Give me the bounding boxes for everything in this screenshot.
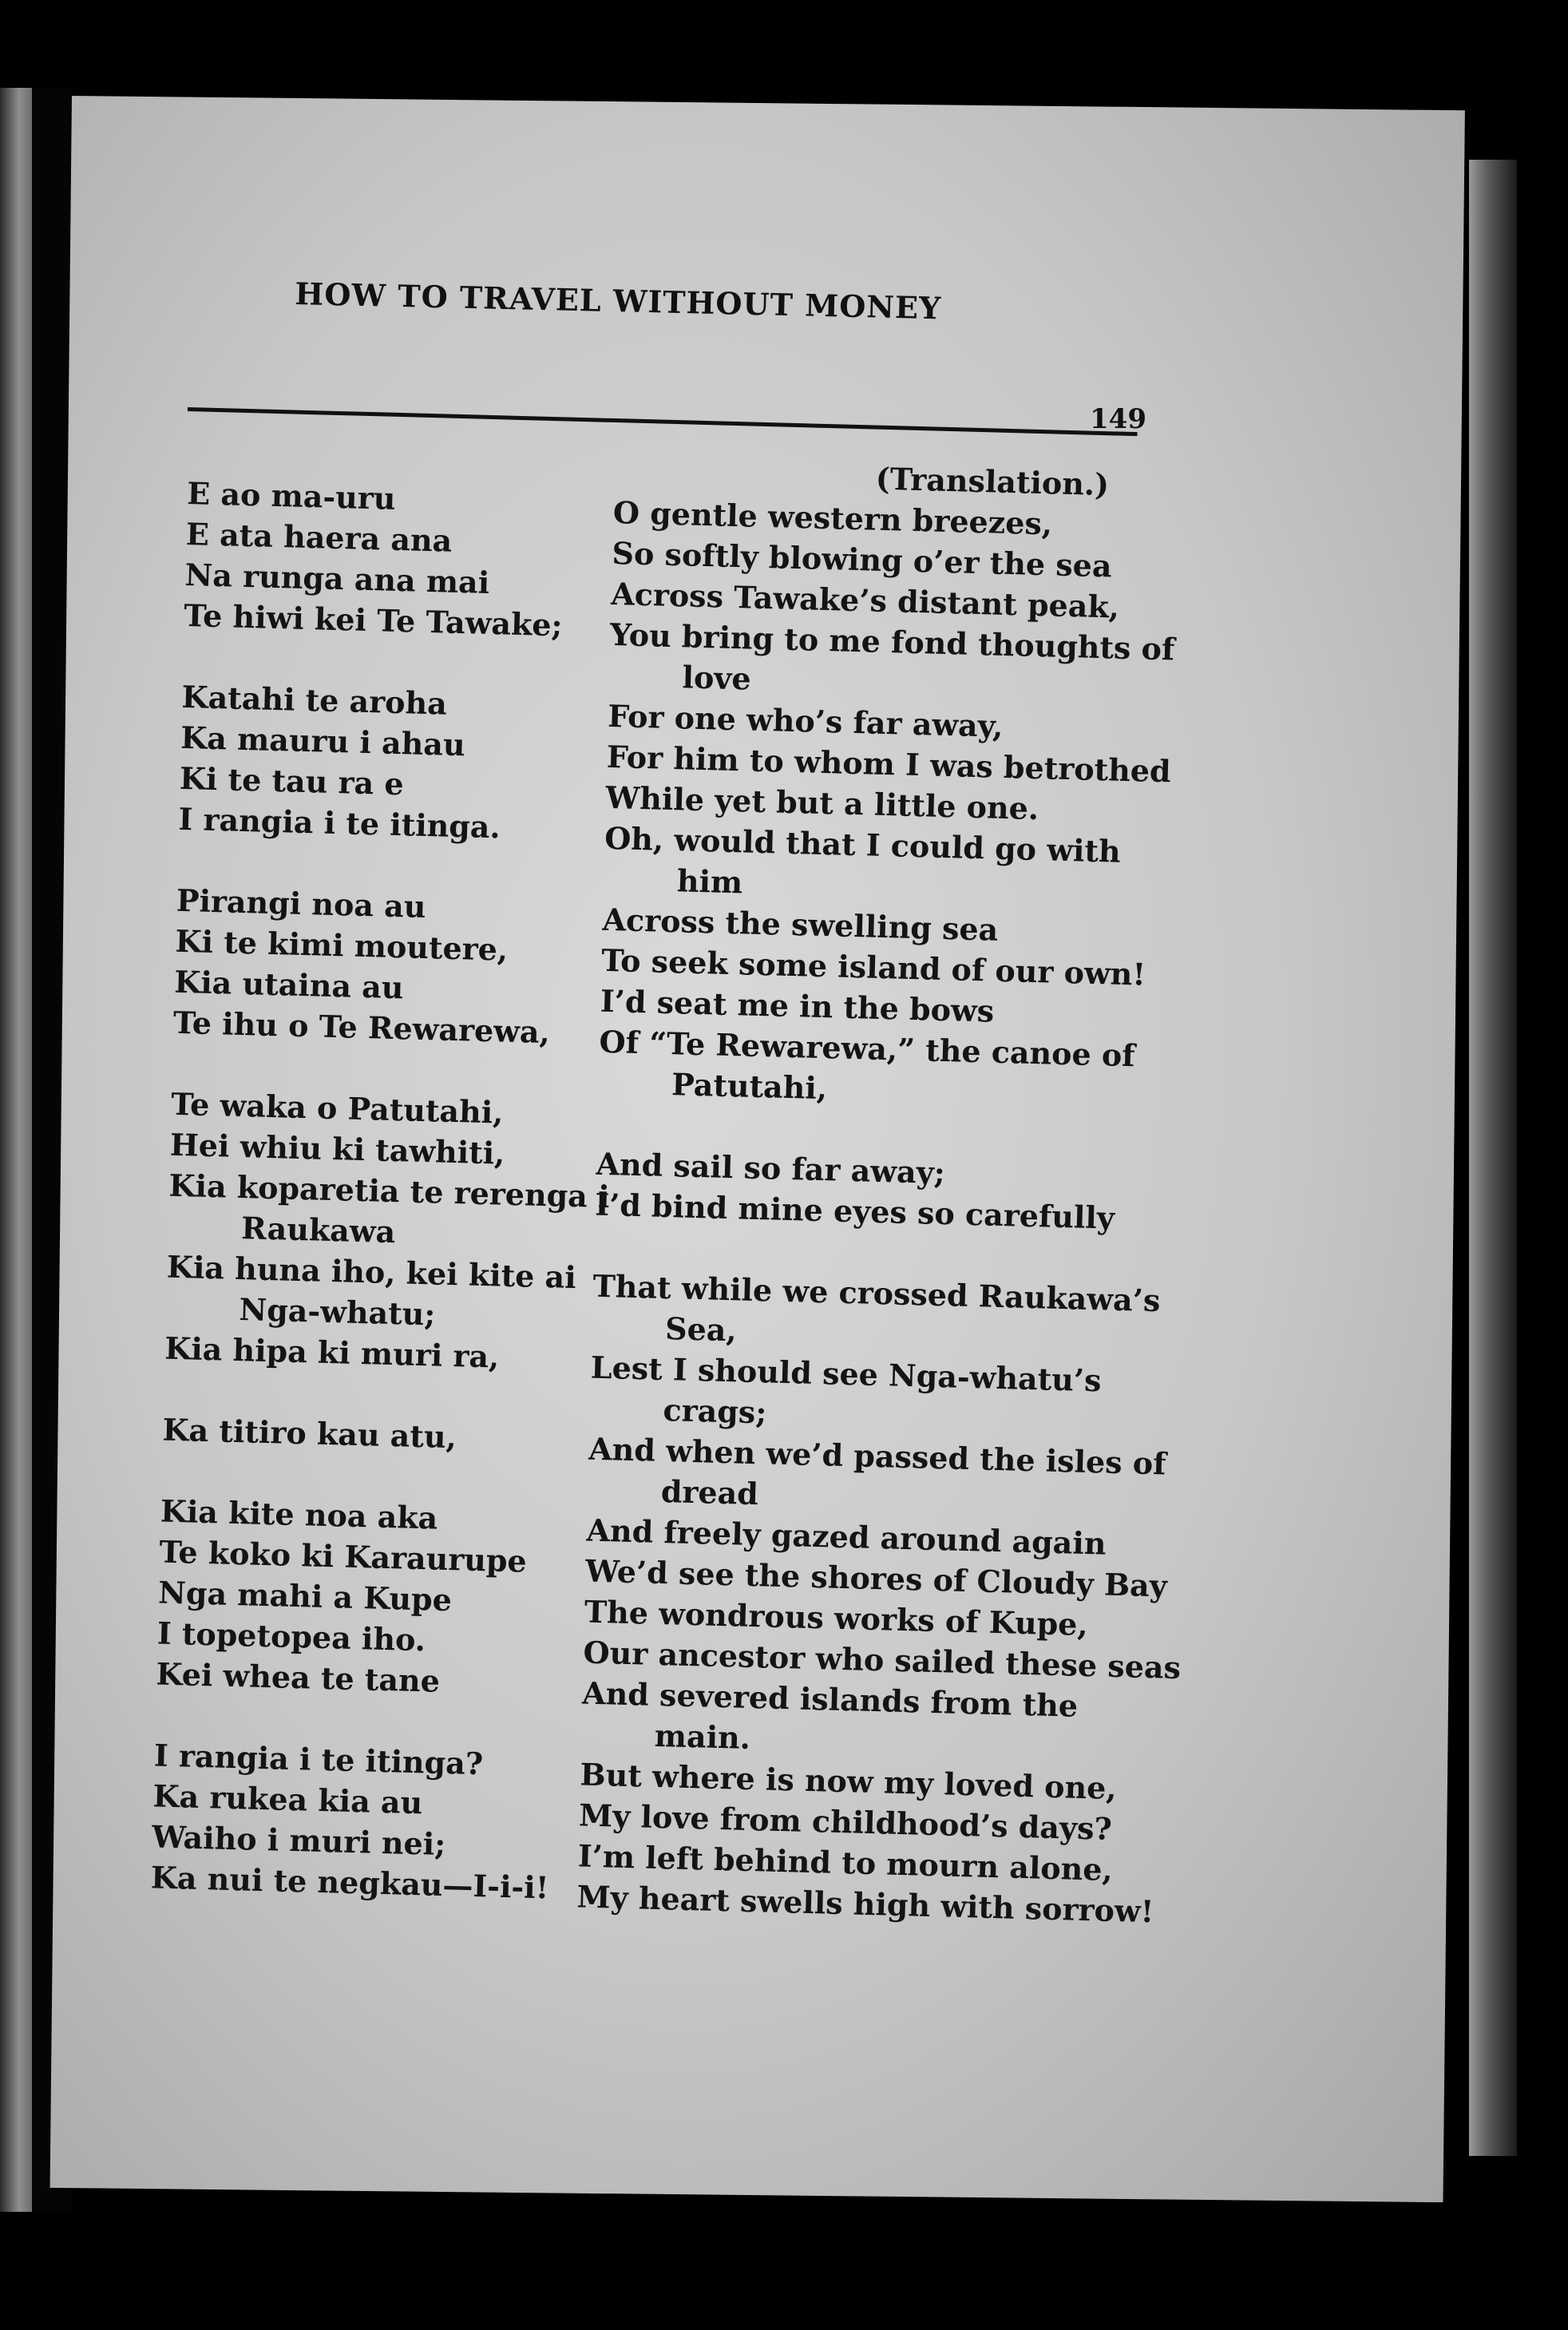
maori-verse-line: Na runga ana mai: [184, 556, 490, 600]
maori-verse-line: Te ihu o Te Rewarewa,: [172, 1004, 551, 1051]
maori-verse-line: Kia huna iho, kei kite ai: [166, 1248, 577, 1296]
translation-verse-line: love: [682, 659, 752, 697]
maori-verse-line: Nga mahi a Kupe: [157, 1574, 453, 1619]
maori-verse-line: Nga-whatu;: [239, 1291, 436, 1333]
maori-verse-line: Kia hipa ki muri ra,: [164, 1329, 500, 1375]
translation-verse-line: Sea,: [664, 1310, 738, 1349]
maori-verse-line: Ka mauru i ahau: [180, 719, 466, 763]
translation-verse-line: For him to whom I was betrothed: [606, 738, 1172, 790]
maori-verse-line: Ka nui te negkau—I-i-i!: [150, 1859, 549, 1906]
maori-verse-line: Kia utaina au: [173, 963, 405, 1006]
translation-verse-line: (Translation.): [875, 460, 1110, 503]
translation-verse-line: I’m left behind to mourn alone,: [577, 1837, 1114, 1888]
translation-verse-column: [576, 451, 1182, 1931]
translation-verse-line: So softly blowing o’er the sea: [612, 534, 1113, 584]
maori-verse-line: I rangia i te itinga?: [153, 1737, 484, 1782]
translation-verse-line: The wondrous works of Kupe,: [584, 1593, 1089, 1643]
translation-verse-line: Of “Te Rewarewa,” the canoe of: [599, 1023, 1136, 1074]
maori-verse-line: Waiho i muri nei;: [151, 1818, 446, 1863]
translation-verse-line: To seek some island of our own!: [600, 941, 1146, 993]
translation-verse-line: O gentle western breezes,: [612, 493, 1053, 542]
maori-verse-line: Ka rukea kia au: [152, 1777, 423, 1821]
page-number: 149: [1090, 403, 1146, 435]
maori-verse-column: [150, 473, 611, 1908]
maori-verse-line: Raukawa: [240, 1210, 396, 1250]
translation-verse-line: dread: [660, 1472, 759, 1512]
translation-verse-line: Patutahi,: [671, 1066, 828, 1107]
maori-verse-line: I rangia i te itinga.: [178, 800, 501, 846]
maori-verse-line: Ka titiro kau atu,: [162, 1411, 457, 1456]
translation-verse-line: Our ancestor who sailed these seas: [583, 1634, 1182, 1686]
maori-verse-line: Te waka o Patutahi,: [170, 1085, 505, 1131]
translation-verse-line: And when we’d passed the isles of: [588, 1430, 1167, 1482]
maori-verse-line: Kia koparetia te rerenga i: [168, 1167, 611, 1215]
translation-verse-line: You bring to me fond thoughts of: [609, 616, 1175, 668]
translation-verse-line: My heart swells high with sorrow!: [576, 1878, 1154, 1930]
translation-verse-line: him: [676, 862, 743, 901]
translation-verse-line: Across the swelling sea: [602, 901, 999, 948]
maori-verse-line: Katahi te aroha: [181, 678, 448, 722]
translation-verse-line: That while we crossed Raukawa’s: [592, 1267, 1161, 1319]
translation-verse-line: And severed islands from the: [581, 1674, 1079, 1724]
maori-verse-line: Kia kite noa aka: [160, 1492, 438, 1536]
translation-verse-line: We’d see the shores of Cloudy Bay: [584, 1552, 1168, 1604]
adjacent-page-edge: [0, 88, 32, 2212]
running-header: HOW TO TRAVEL WITHOUT MONEY: [294, 275, 942, 327]
translation-verse-line: And freely gazed around again: [586, 1512, 1107, 1562]
maori-verse-line: Pirangi noa au: [176, 882, 427, 925]
translation-verse-line: I’d seat me in the bows: [600, 982, 995, 1029]
maori-verse-line: Te koko ki Karaurupe: [159, 1533, 528, 1579]
maori-verse-line: E ao ma-uru: [186, 474, 397, 517]
maori-verse-line: Hei whiu ki tawhiti,: [169, 1126, 505, 1171]
maori-verse-line: Ki te tau ra e: [179, 759, 405, 802]
translation-verse-line: And sail so far away;: [596, 1145, 946, 1191]
translation-verse-line: My love from childhood’s days?: [578, 1797, 1113, 1847]
page-right-edge: [1469, 160, 1517, 2156]
maori-verse-line: E ata haera ana: [185, 515, 453, 559]
maori-verse-line: Te hiwi kei Te Tawake;: [183, 596, 564, 644]
maori-verse-line: Ki te kimi moutere,: [175, 922, 509, 968]
translation-verse-line: main.: [654, 1717, 751, 1756]
translation-verse-line: But where is now my loved one,: [580, 1756, 1118, 1807]
translation-verse-line: While yet but a little one.: [605, 779, 1039, 827]
translation-verse-line: Across Tawake’s distant peak,: [610, 575, 1120, 625]
translation-verse-line: Lest I should see Nga-whatu’s: [590, 1349, 1103, 1399]
translation-verse-line: For one who’s far away,: [607, 697, 1004, 744]
translation-verse-line: I’d bind mine eyes so carefully: [594, 1186, 1115, 1236]
translation-verse-line: crags;: [663, 1392, 767, 1431]
translation-verse-line: Oh, would that I could go with: [604, 819, 1122, 870]
maori-verse-line: Kei whea te tane: [156, 1655, 441, 1699]
maori-verse-line: I topetopea iho.: [156, 1615, 426, 1658]
